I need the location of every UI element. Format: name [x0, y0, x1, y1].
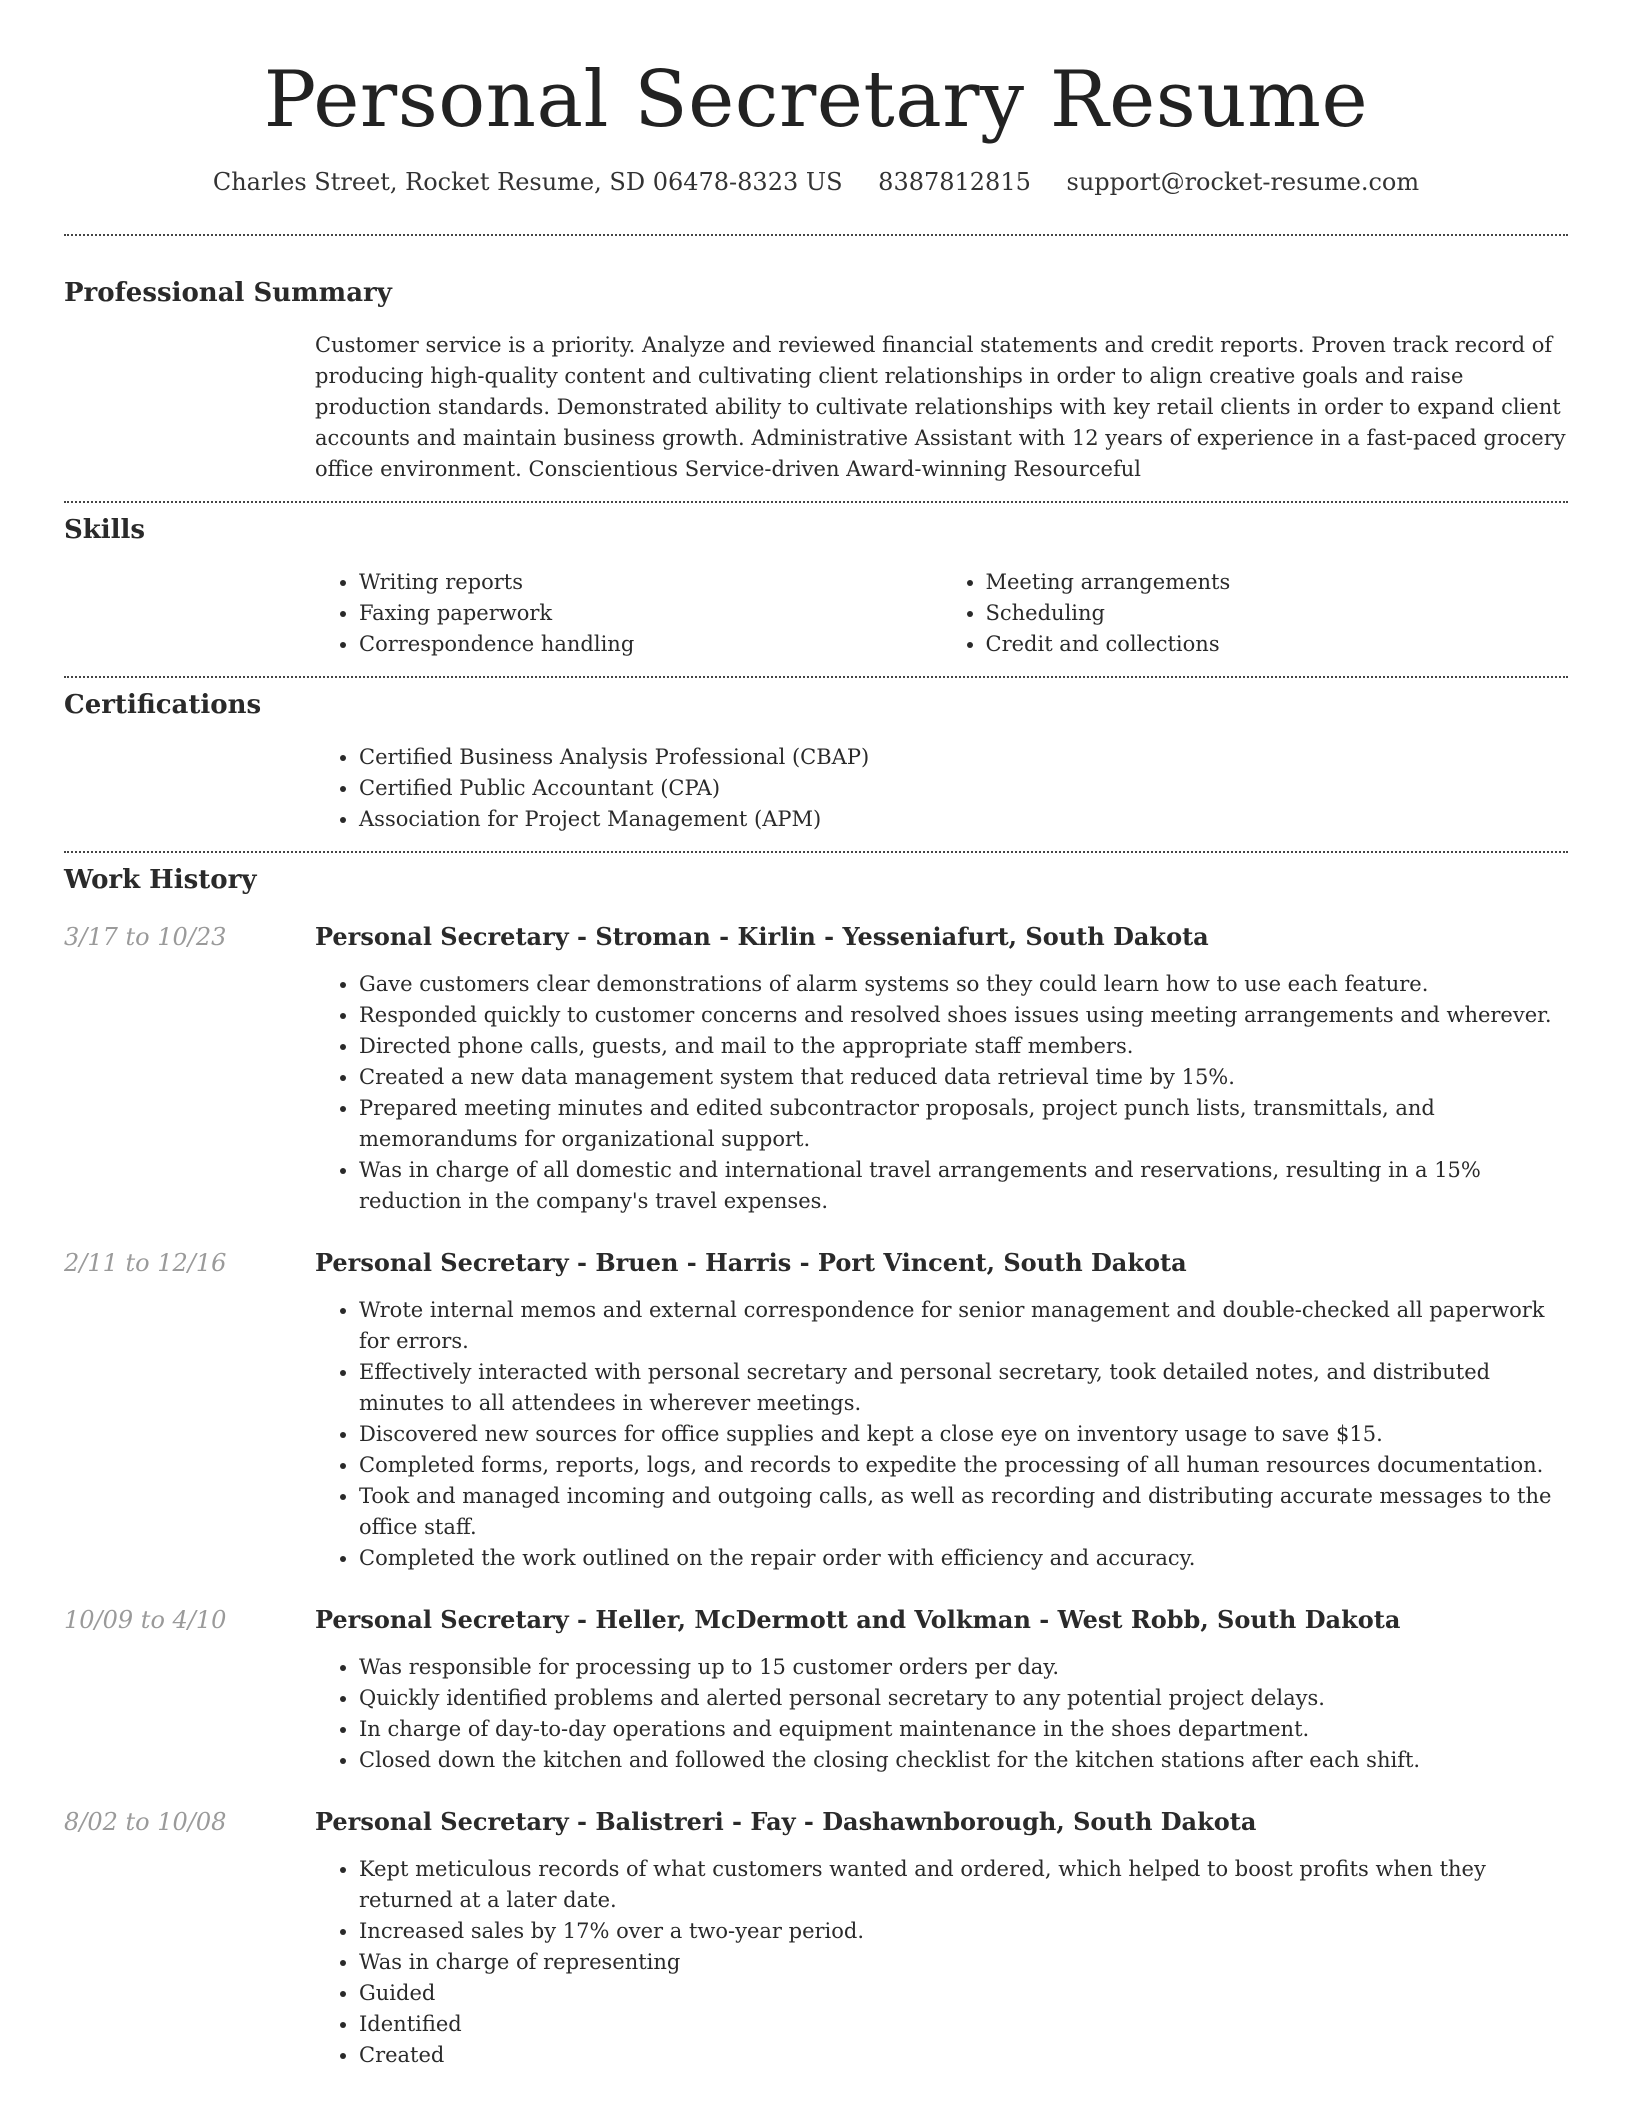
- contact-address: Charles Street, Rocket Resume, SD 06478-8323 US: [212, 168, 843, 196]
- certifications-list: [315, 742, 1568, 835]
- job-title: Personal Secretary - Heller, McDermott and Volkman - West Robb, South Dakota: [315, 1605, 1401, 1634]
- page-title: Personal Secretary Resume: [263, 55, 1369, 145]
- divider: [64, 851, 1568, 853]
- list-item: • Discovered new sources for office supplies and kept a close eye on inventory usage to save $15.: [359, 1419, 1568, 1450]
- job-bullets: [315, 1295, 1568, 1574]
- job-title: Personal Secretary - Bruen - Harris - Port Vincent, South Dakota: [315, 1248, 1187, 1277]
- list-item: • Credit and collections: [986, 629, 1569, 660]
- skills-body: [315, 567, 1568, 660]
- list-item: • Scheduling: [986, 598, 1569, 629]
- list-item: • Created: [359, 2040, 1568, 2071]
- divider: [64, 234, 1568, 236]
- summary-text: Customer service is a priority. Analyze and reviewed financial statements and credit reports. Proven track record of producing high-quality content and cultivating client relationships in order to align creative goals and raise production standards. Demonstrated ability to cultivate relationships with key retail clients in order to expand client accounts and maintain business growth. Administrative Assistant with 12 years of experience in a fast-paced grocery office environment. Conscientious Service-driven Award-winning Resourceful: [315, 333, 1566, 481]
- list-item: • Writing reports: [359, 567, 942, 598]
- contact-email: support@rocket-resume.com: [1066, 168, 1420, 196]
- summary-body: [315, 330, 1568, 485]
- job-body: [315, 921, 1568, 1217]
- job-body: [315, 1604, 1568, 1776]
- list-item: • Completed forms, reports, logs, and records to expedite the processing of all human resources documentation.: [359, 1450, 1568, 1481]
- job-entry: [64, 1806, 1568, 2071]
- list-item: • Was in charge of representing: [359, 1947, 1568, 1978]
- list-item: • Certified Public Accountant (CPA): [359, 773, 1568, 804]
- job-dates: 3/17 to 10/23: [64, 923, 227, 951]
- job-title: Personal Secretary - Balistreri - Fay - Dashawnborough, South Dakota: [315, 1807, 1257, 1836]
- list-item: • Faxing paperwork: [359, 598, 942, 629]
- summary-heading: Professional Summary: [64, 278, 392, 308]
- resume-page: [64, 0, 1568, 2071]
- list-item: • Meeting arrangements: [986, 567, 1569, 598]
- list-item: • Quickly identified problems and alerted personal secretary to any potential project delays.: [359, 1683, 1568, 1714]
- list-item: • Completed the work outlined on the repair order with efficiency and accuracy.: [359, 1543, 1568, 1574]
- list-item: • Effectively interacted with personal secretary and personal secretary, took detailed notes, and distributed minutes to all attendees in wherever meetings.: [359, 1357, 1568, 1419]
- certifications-section: [64, 688, 1568, 835]
- list-item: • Association for Project Management (APM): [359, 804, 1568, 835]
- work-history-section: [64, 863, 1568, 2071]
- divider: [64, 676, 1568, 678]
- list-item: • Guided: [359, 1978, 1568, 2009]
- skills-section: [64, 513, 1568, 660]
- job-body: [315, 1247, 1568, 1574]
- contact-phone: 8387812815: [878, 168, 1031, 196]
- list-item: • Prepared meeting minutes and edited subcontractor proposals, project punch lists, transmittals, and memorandums for organizational support.: [359, 1093, 1568, 1155]
- list-item: • Correspondence handling: [359, 629, 942, 660]
- job-title: Personal Secretary - Stroman - Kirlin - Yesseniafurt, South Dakota: [315, 922, 1209, 951]
- list-item: • Directed phone calls, guests, and mail to the appropriate staff members.: [359, 1031, 1568, 1062]
- job-dates: 8/02 to 10/08: [64, 1808, 227, 1836]
- list-item: • Took and managed incoming and outgoing calls, as well as recording and distributing accurate messages to the office staff.: [359, 1481, 1568, 1543]
- job-bullets: [315, 969, 1568, 1217]
- job-bullets: [315, 1854, 1568, 2071]
- job-entry: [64, 1604, 1568, 1776]
- list-item: • Certified Business Analysis Professional (CBAP): [359, 742, 1568, 773]
- list-item: • Created a new data management system that reduced data retrieval time by 15%.: [359, 1062, 1568, 1093]
- list-item: • Gave customers clear demonstrations of alarm systems so they could learn how to use each feature.: [359, 969, 1568, 1000]
- list-item: • Identified: [359, 2009, 1568, 2040]
- skills-heading: Skills: [64, 515, 146, 545]
- divider: [64, 501, 1568, 503]
- job-bullets: [315, 1652, 1568, 1776]
- job-entry: [64, 921, 1568, 1217]
- summary-section: [64, 276, 1568, 485]
- work-history-heading: Work History: [64, 865, 257, 895]
- list-item: • Was responsible for processing up to 15 customer orders per day.: [359, 1652, 1568, 1683]
- job-entry: [64, 1247, 1568, 1574]
- job-dates: 10/09 to 4/10: [64, 1606, 227, 1634]
- list-item: • Closed down the kitchen and followed the closing checklist for the kitchen stations after each shift.: [359, 1745, 1568, 1776]
- job-dates: 2/11 to 12/16: [64, 1249, 227, 1277]
- certifications-body: [315, 742, 1568, 835]
- list-item: • Increased sales by 17% over a two-year period.: [359, 1916, 1568, 1947]
- contact-line: [64, 166, 1568, 198]
- skills-list-right: [942, 567, 1569, 660]
- list-item: • In charge of day-to-day operations and equipment maintenance in the shoes department.: [359, 1714, 1568, 1745]
- list-item: • Wrote internal memos and external correspondence for senior management and double-checked all paperwork for errors.: [359, 1295, 1568, 1357]
- list-item: • Kept meticulous records of what customers wanted and ordered, which helped to boost profits when they returned at a later date.: [359, 1854, 1568, 1916]
- list-item: • Was in charge of all domestic and international travel arrangements and reservations, resulting in a 15% reduction in the company's travel expenses.: [359, 1155, 1568, 1217]
- skills-list-left: [315, 567, 942, 660]
- certifications-heading: Certifications: [64, 690, 262, 720]
- list-item: • Responded quickly to customer concerns and resolved shoes issues using meeting arrangements and wherever.: [359, 1000, 1568, 1031]
- job-body: [315, 1806, 1568, 2071]
